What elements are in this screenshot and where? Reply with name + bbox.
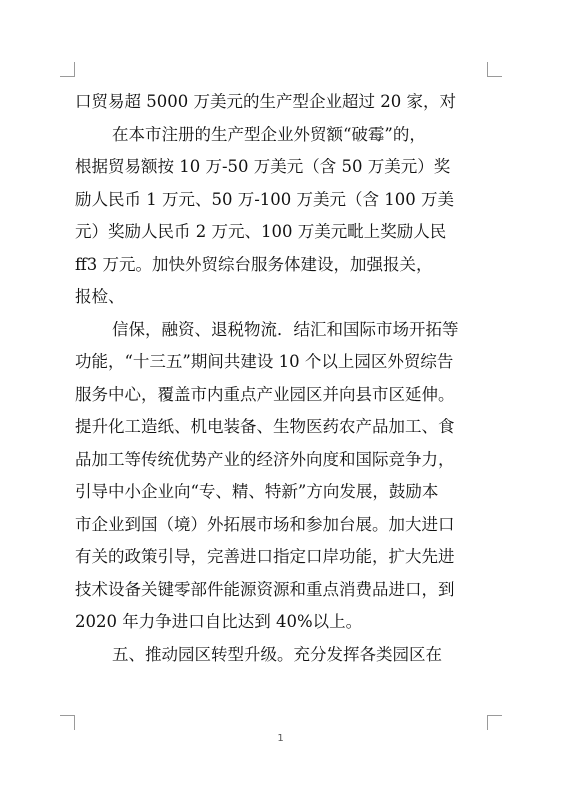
text-line: ff3 万元。加快外贸综台服务体建设，加强报关， (75, 254, 433, 274)
text-line: 报检、 (75, 287, 125, 306)
text-line: 励人民币 1 万元、50 万-100 万美元（含 100 万美 (75, 189, 455, 209)
margin-corner-bottom-left (60, 715, 75, 730)
text-line: 信保，融资、退税物流．结汇和国际市场开拓等 (112, 319, 459, 339)
margin-corner-bottom-right (487, 715, 502, 730)
text-line: 2020 年力争进口自比达到 40%以上。 (75, 612, 363, 631)
text-line: 服务中心，覆盖市内重点产业园区并向县市区延伸。 (75, 384, 455, 404)
text-line: 市企业到国（境）外拓展市场和参加台展。加大进口 (75, 514, 455, 534)
text-line: 功能，“十三五”期间共建设 10 个以上园区外贸综告 (75, 352, 454, 371)
margin-corner-top-right (487, 62, 502, 77)
text-line: 品加工等传统优势产业的经济外向度和国际竞争力， (75, 449, 455, 469)
text-line: 在本市注册的生产型企业外贸额“破霉”的， (112, 124, 426, 144)
section-heading-line: 五、推动园区转型升级。充分发挥各类园区在 (112, 644, 442, 664)
text-line: 根据贸易额按 10 万-50 万美元（含 50 万美元）奖 (75, 157, 451, 176)
margin-corner-top-left (60, 62, 75, 77)
text-line: 有关的政策引导，完善进口指定口岸功能，扩大先进 (75, 547, 455, 566)
text-line: 元）奖励人民币 2 万元、100 万美元毗上奖励人民 (75, 222, 447, 241)
text-line: 提升化工造纸、机电装备、生物医药农产品加工、食 (75, 417, 455, 436)
document-body (75, 86, 491, 671)
text-line: 引导中小企业向“专、精、特新”方向发展，鼓励本 (75, 482, 439, 501)
page-number: 1 (277, 733, 284, 744)
text-line: 口贸易超 5000 万美元的生产型企业超过 20 家，对 (75, 92, 456, 111)
text-line: 技术设备关键零部件能源资源和重点消费品进口，到 (75, 579, 455, 599)
